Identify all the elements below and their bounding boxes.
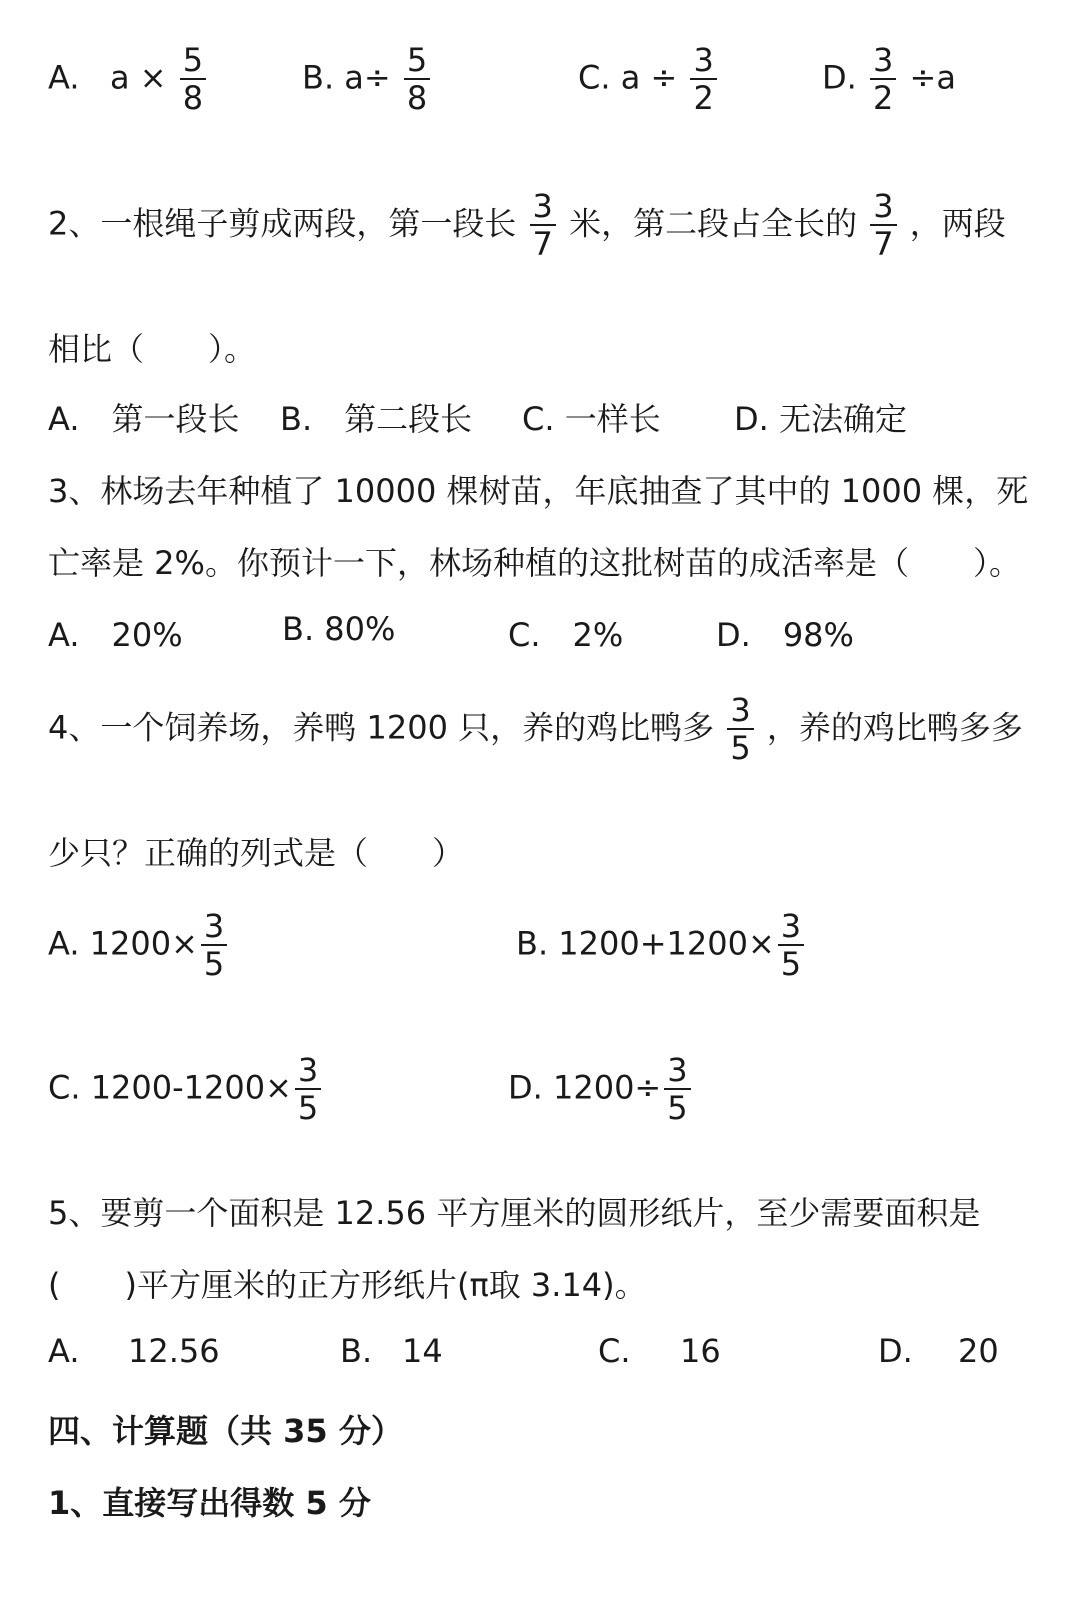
q3-line2: 亡率是 2%。你预计一下，林场种植的这批树苗的成活率是（ ）。: [48, 544, 1021, 582]
q4-option-b: [516, 907, 807, 983]
section-heading: 四、计算题（共 35 分）: [48, 1412, 403, 1450]
numerator: 3: [693, 41, 714, 79]
denominator: 7: [530, 224, 556, 262]
q2-option-d: D. 无法确定: [734, 400, 907, 438]
denominator: 2: [870, 78, 896, 116]
denominator: 5: [727, 728, 753, 766]
fraction: [404, 41, 430, 117]
q5-option-c-label: C.: [598, 1332, 631, 1370]
numerator: 5: [182, 41, 204, 79]
q3-line1: 3、林场去年种植了 10000 棵树苗，年底抽查了其中的 1000 棵，死: [48, 472, 1029, 510]
denominator: 8: [404, 78, 430, 116]
q3-option-b: B. 80%: [282, 610, 396, 648]
q5-option-a-label: A.: [48, 1332, 80, 1370]
option-label: D.: [822, 58, 857, 97]
q4-option-d: [508, 1051, 694, 1127]
q4-option-c: [48, 1051, 324, 1127]
option-expr: A. 1200×: [48, 924, 198, 963]
fraction: [201, 907, 227, 983]
denominator: 8: [180, 78, 206, 116]
option-expr: B. 1200+1200×: [516, 924, 775, 963]
option-expr: D. 1200÷: [508, 1068, 662, 1107]
q2-line1: [48, 187, 1006, 263]
denominator: 5: [201, 944, 227, 982]
fraction: [870, 41, 896, 117]
q5-option-d-value: 20: [958, 1332, 999, 1370]
q2-option-c: C. 一样长: [522, 400, 661, 438]
q2-text-part1: 2、一根绳子剪成两段，第一段长: [48, 204, 517, 243]
q4-option-a: [48, 907, 230, 983]
q3-option-c: C. 2%: [508, 616, 624, 654]
fraction: [530, 187, 556, 263]
fraction: [180, 41, 206, 117]
numerator: 3: [780, 907, 802, 945]
denominator: 7: [870, 224, 896, 262]
subsection-heading: 1、直接写出得数 5 分: [48, 1484, 371, 1522]
option-expr: C. 1200-1200×: [48, 1068, 292, 1107]
q2-line2: 相比（ ）。: [48, 330, 257, 368]
numerator: 3: [532, 187, 553, 225]
numerator: 3: [297, 1051, 319, 1089]
q5-line1: 5、要剪一个面积是 12.56 平方厘米的圆形纸片，至少需要面积是: [48, 1194, 981, 1232]
q4-line2: 少只？正确的列式是（ ）: [48, 834, 465, 872]
option-expr: a ×: [110, 58, 167, 97]
denominator: 5: [295, 1088, 321, 1126]
q2-option-a: A. 第一段长: [48, 400, 240, 438]
q2-option-b: B. 第二段长: [280, 400, 473, 438]
numerator: 3: [873, 187, 894, 225]
denominator: 2: [690, 78, 716, 116]
q5-option-b-label: B.: [340, 1332, 373, 1370]
q4-line1: [48, 691, 1023, 767]
q5-option-a-value: 12.56: [128, 1332, 220, 1370]
q2-text-part2: 米，第二段占全长的: [569, 204, 858, 243]
q1-option-d: [822, 41, 956, 117]
numerator: 3: [203, 907, 225, 945]
numerator: 3: [667, 1051, 688, 1089]
numerator: 3: [872, 41, 894, 79]
q3-option-a: A. 20%: [48, 616, 183, 654]
numerator: 5: [406, 41, 428, 79]
q1-option-c: [578, 41, 720, 117]
fraction: [727, 691, 753, 767]
q5-option-b-value: 14: [402, 1332, 443, 1370]
q5-option-c-value: 16: [680, 1332, 721, 1370]
q3-option-d: D. 98%: [716, 616, 854, 654]
numerator: 3: [730, 691, 751, 729]
option-tail: ÷a: [909, 58, 956, 97]
q2-text-part3: ，两段: [909, 204, 1006, 243]
fraction: [690, 41, 716, 117]
fraction: [295, 1051, 321, 1127]
fraction: [664, 1051, 690, 1127]
denominator: 5: [778, 944, 804, 982]
q4-text-part2: ，养的鸡比鸭多多: [766, 708, 1023, 747]
q1-option-b: [302, 41, 433, 117]
fraction: [778, 907, 804, 983]
q5-line2: ( )平方厘米的正方形纸片(π取 3.14)。: [48, 1266, 647, 1304]
q5-option-d-label: D.: [878, 1332, 913, 1370]
fraction: [870, 187, 896, 263]
option-label: A.: [48, 58, 80, 97]
denominator: 5: [664, 1088, 690, 1126]
q1-option-a: [48, 41, 209, 117]
option-label: C. a ÷: [578, 58, 678, 97]
q4-text-part1: 4、一个饲养场，养鸭 1200 只，养的鸡比鸭多: [48, 708, 715, 747]
option-label: B. a÷: [302, 58, 391, 97]
